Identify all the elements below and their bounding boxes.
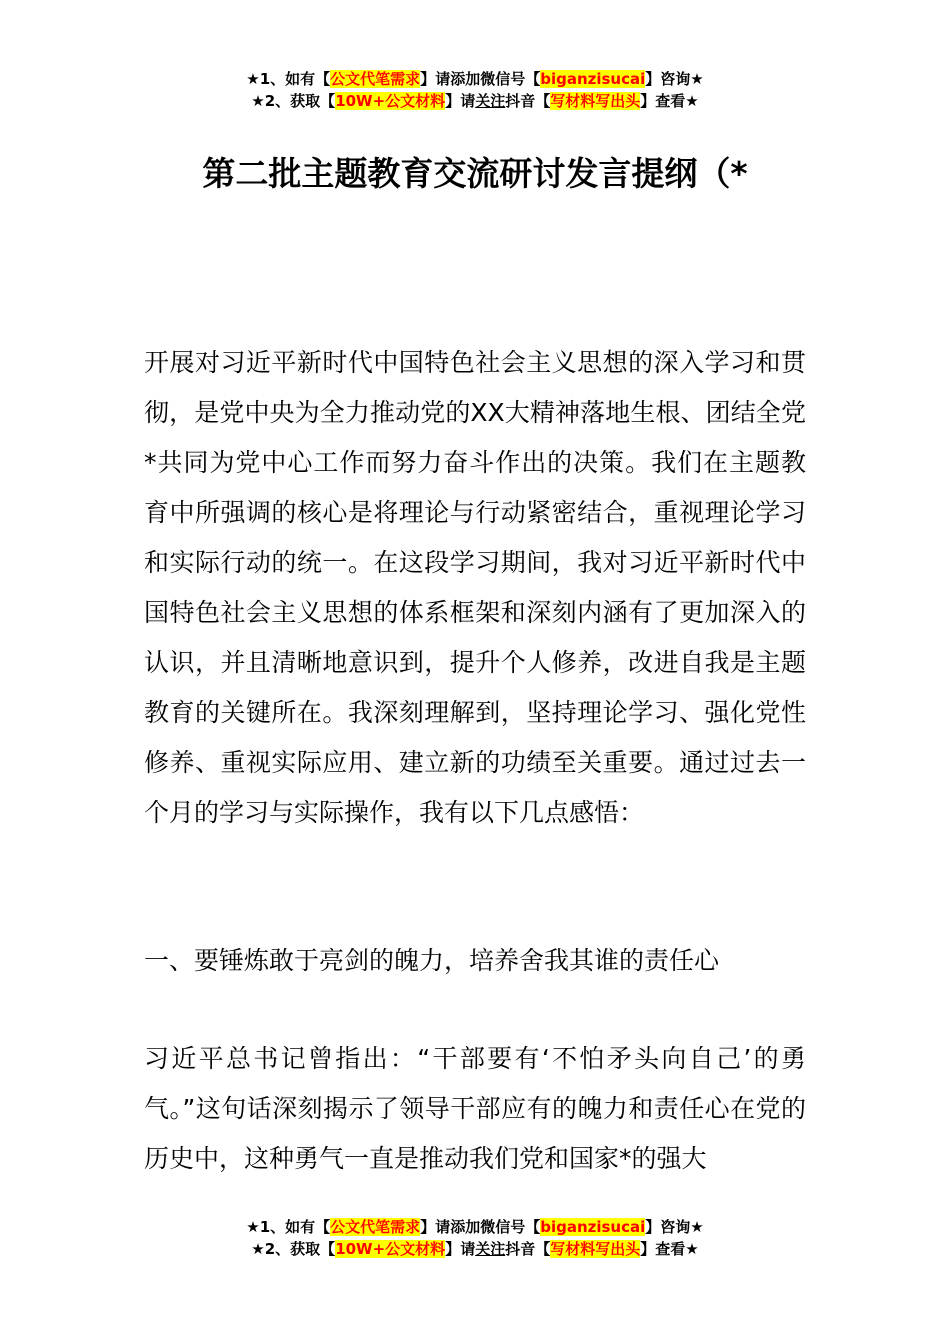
banner-highlight: 写材料写出头 [550, 1240, 641, 1258]
banner-highlight: biganzisucai [540, 1218, 646, 1236]
banner-highlight: 公文代笔需求 [330, 70, 421, 88]
banner-highlight: 公文代笔需求 [330, 1218, 421, 1236]
banner-text: 】请 [445, 1240, 476, 1258]
banner-line-2 [0, 1238, 950, 1260]
section-heading-1: 一、要锤炼敢于亮剑的魄力，培养舍我其谁的责任心 [144, 946, 720, 975]
banner-underlined-text: 关注 [475, 92, 506, 110]
banner-line-1 [0, 68, 950, 90]
banner-text: 】咨询★ [645, 70, 704, 88]
banner-line-2 [0, 90, 950, 112]
banner-highlight: biganzisucai [540, 70, 646, 88]
banner-text: 】请添加微信号【 [420, 1218, 541, 1236]
banner-text: 抖音【 [505, 92, 551, 110]
banner-text: 】查看★ [640, 92, 699, 110]
banner-text: 】查看★ [640, 1240, 699, 1258]
banner-text: 】咨询★ [645, 1218, 704, 1236]
document-title: 第二批主题教育交流研讨发言提纲（* [202, 154, 748, 193]
header-banner [0, 68, 950, 112]
banner-highlight: 写材料写出头 [550, 92, 641, 110]
banner-line-1 [0, 1216, 950, 1238]
footer-banner [0, 1216, 950, 1260]
banner-highlight: 10W+公文材料 [335, 1240, 446, 1258]
body-paragraph-2: 习近平总书记曾指出：“干部要有‘不怕矛头向自己’的勇气。”这句话深刻揭示了领导干部应有的魄力和责任心在党的历史中，这种勇气一直是推动我们党和国家*的强大 [144, 1044, 806, 1173]
banner-text: 】请 [445, 92, 476, 110]
banner-text: ★2、获取【 [251, 92, 336, 110]
banner-text: ★1、如有【 [246, 70, 331, 88]
banner-text: 】请添加微信号【 [420, 70, 541, 88]
banner-highlight: 10W+公文材料 [335, 92, 446, 110]
banner-text: ★2、获取【 [251, 1240, 336, 1258]
banner-text: 抖音【 [505, 1240, 551, 1258]
body-paragraph-1: 开展对习近平新时代中国特色社会主义思想的深入学习和贯彻，是党中央为全力推动党的XX大精神落地生根、团结全党*共同为党中心工作而努力奋斗作出的决策。我们在主题教育中所强调的核心是将理论与行动紧密结合，重视理论学习和实际行动的统一。在这段学习期间，我对习近平新时代中国特色社会主义思想的体系框架和深刻内涵有了更加深入的认识，并且清晰地意识到，提升个人修养，改进自我是主题教育的关键所在。我深刻理解到，坚持理论学习、强化党性修养、重视实际应用、建立新的功绩至关重要。通过过去一个月的学习与实际操作，我有以下几点感悟： [144, 348, 806, 827]
banner-text: ★1、如有【 [246, 1218, 331, 1236]
banner-underlined-text: 关注 [475, 1240, 506, 1258]
